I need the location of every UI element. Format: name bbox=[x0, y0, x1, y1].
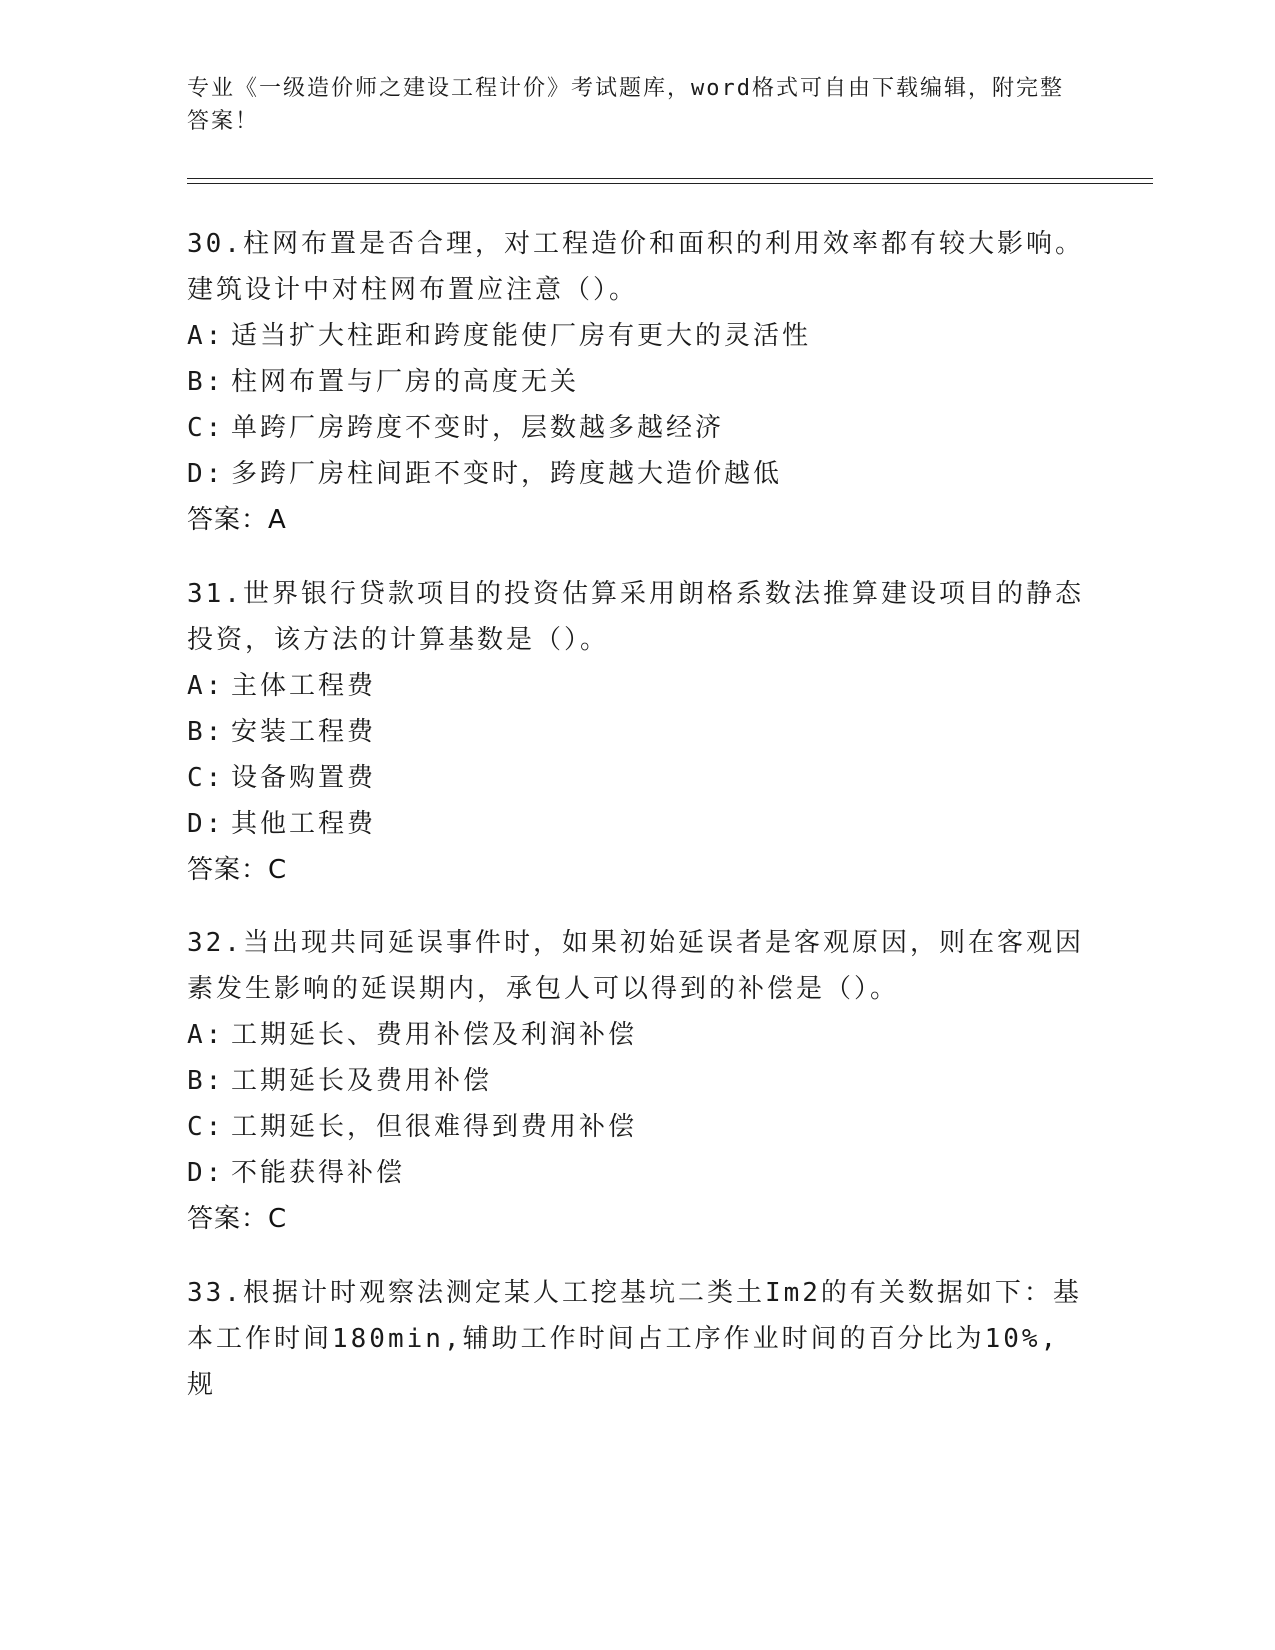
option-c bbox=[187, 1104, 1087, 1150]
header-divider-bottom bbox=[187, 183, 1153, 184]
header-divider-top bbox=[187, 178, 1153, 179]
option-c bbox=[187, 755, 1087, 801]
question-30 bbox=[187, 221, 1087, 543]
option-b bbox=[187, 1058, 1087, 1104]
option-d bbox=[187, 451, 1087, 497]
option-label: B: bbox=[187, 367, 225, 397]
option-label: A: bbox=[187, 321, 225, 351]
option-label: B: bbox=[187, 1066, 225, 1096]
option-b bbox=[187, 359, 1087, 405]
question-stem: 32.当出现共同延误事件时，如果初始延误者是客观原因，则在客观因素发生影响的延误期内，承包人可以得到的补偿是（）。 bbox=[187, 928, 1084, 1004]
answer-line: 答案：C bbox=[187, 855, 288, 885]
answer-line: 答案：A bbox=[187, 505, 287, 535]
option-b bbox=[187, 709, 1087, 755]
option-label: B: bbox=[187, 717, 225, 747]
question-32 bbox=[187, 920, 1087, 1242]
option-label: C: bbox=[187, 763, 225, 793]
question-33 bbox=[187, 1270, 1087, 1408]
option-a bbox=[187, 663, 1087, 709]
option-text: 适当扩大柱距和跨度能使厂房有更大的灵活性 bbox=[231, 321, 812, 351]
option-label: C: bbox=[187, 1112, 225, 1142]
question-31 bbox=[187, 571, 1087, 893]
option-d bbox=[187, 1150, 1087, 1196]
option-a bbox=[187, 313, 1087, 359]
option-text: 不能获得补偿 bbox=[231, 1158, 406, 1188]
option-label: A: bbox=[187, 671, 225, 701]
option-text: 单跨厂房跨度不变时，层数越多越经济 bbox=[231, 413, 725, 443]
option-label: D: bbox=[187, 1158, 225, 1188]
option-label: C: bbox=[187, 413, 225, 443]
answer-line: 答案：C bbox=[187, 1204, 288, 1234]
question-stem: 33.根据计时观察法测定某人工挖基坑二类土Im2的有关数据如下：基本工作时间180min,辅助工作时间占工序作业时间的百分比为10%,规 bbox=[187, 1278, 1082, 1400]
option-text: 安装工程费 bbox=[231, 717, 377, 747]
option-text: 设备购置费 bbox=[231, 763, 377, 793]
question-stem: 31.世界银行贷款项目的投资估算采用朗格系数法推算建设项目的静态投资，该方法的计算基数是（）。 bbox=[187, 579, 1084, 655]
option-d bbox=[187, 801, 1087, 847]
question-stem: 30.柱网布置是否合理，对工程造价和面积的利用效率都有较大影响。建筑设计中对柱网布置应注意（）。 bbox=[187, 229, 1084, 305]
option-text: 多跨厂房柱间距不变时，跨度越大造价越低 bbox=[231, 459, 783, 489]
option-text: 柱网布置与厂房的高度无关 bbox=[231, 367, 580, 397]
option-text: 工期延长，但很难得到费用补偿 bbox=[231, 1112, 638, 1142]
option-a bbox=[187, 1012, 1087, 1058]
option-text: 工期延长及费用补偿 bbox=[231, 1066, 493, 1096]
option-label: A: bbox=[187, 1020, 225, 1050]
option-label: D: bbox=[187, 809, 225, 839]
document-header: 专业《一级造价师之建设工程计价》考试题库，word格式可自由下载编辑，附完整答案！ bbox=[187, 76, 1064, 134]
option-text: 主体工程费 bbox=[231, 671, 377, 701]
option-text: 其他工程费 bbox=[231, 809, 377, 839]
option-label: D: bbox=[187, 459, 225, 489]
option-text: 工期延长、费用补偿及利润补偿 bbox=[231, 1020, 638, 1050]
option-c bbox=[187, 405, 1087, 451]
